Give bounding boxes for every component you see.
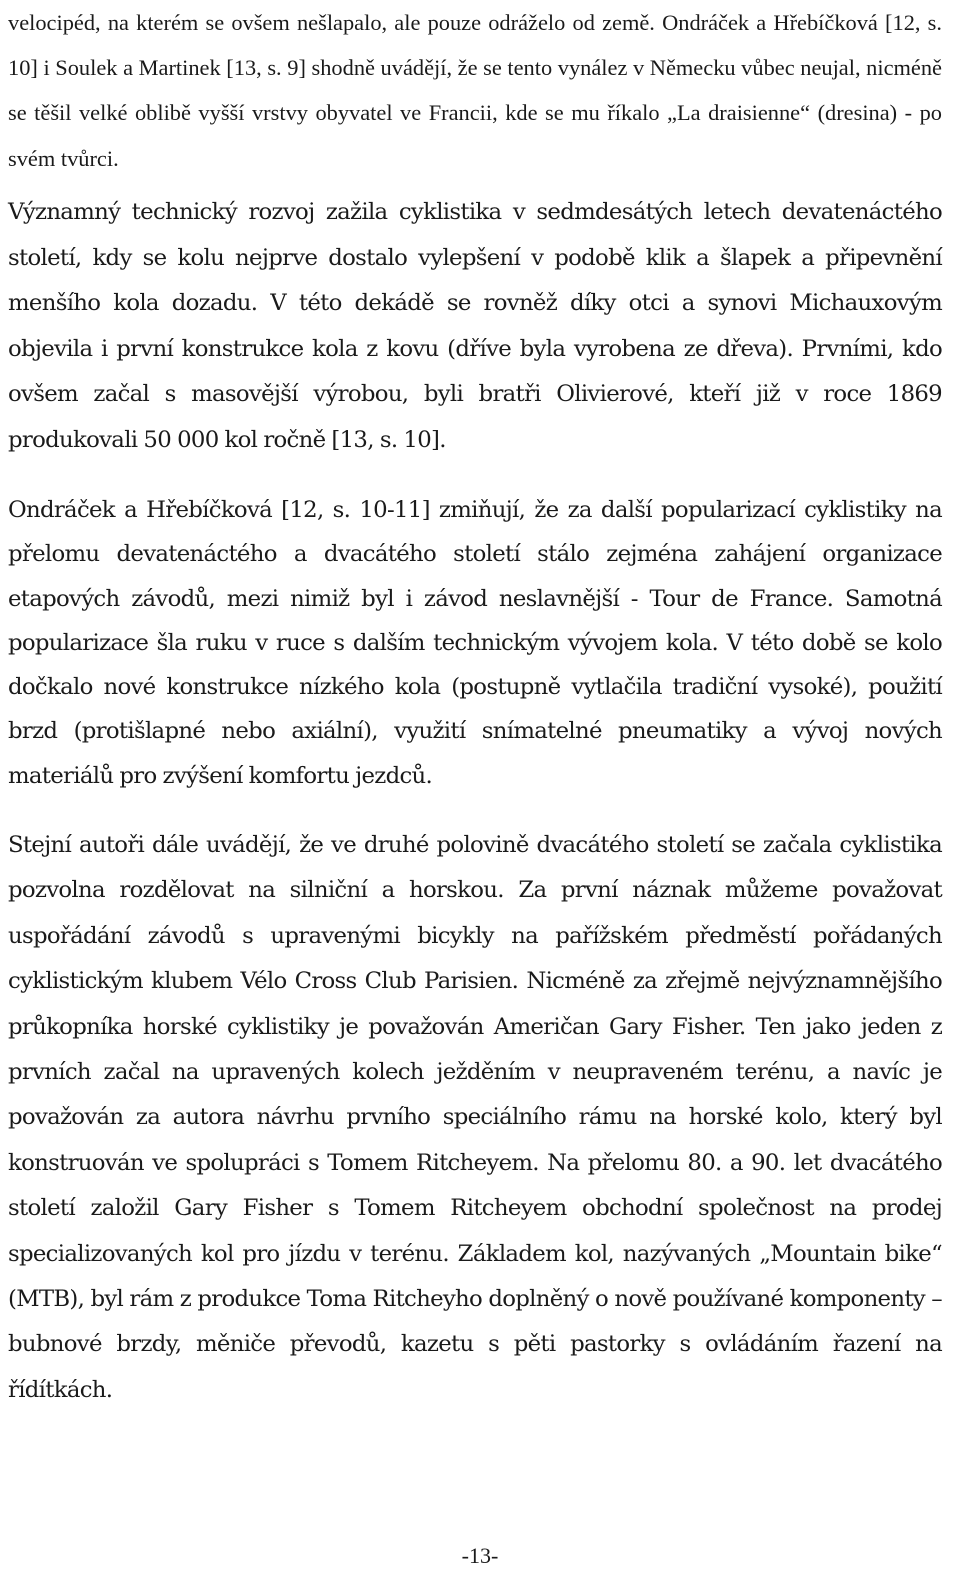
paragraph-mountain-bike: Stejní autoři dále uvádějí, že ve druhé polovině dvacátého století se začala cyklistika pozvolna rozdělovat na silniční a horskou. Za první náznak můžeme považovat uspořádání závodů s upravenými bicykly na pařížském předměstí pořádaných cyklistickým klubem Vélo Cross Club Parisien. Nicméně za zřejmě nejvýznamnějšího průkopníka horské cyklistiky je považován Američan Gary Fisher. Ten jako jeden z prvních začal na upravených kolech ježděním v neupraveném terénu, a navíc je považován za autora návrhu prvního speciálního rámu na horské kolo, který byl konstruován ve spolupráci s Tomem Ritcheyem. Na přelomu 80. a 90. let dvacátého století založil Gary Fisher s Tomem Ritcheyem obchodní společnost na prodej specializovaných kol pro jízdu v terénu. Základem kol, nazývaných „Mountain bike“ (MTB), byl rám z produkce Toma Ritcheyho doplněný o nově používané komponenty – bubnové brzdy, měniče převodů, kazetu s pěti pastorky s ovládáním řazení na řídítkách. [8, 832, 942, 1403]
paragraph-popularization: Ondráček a Hřebíčková [12, s. 10-11] zmiňují, že za další popularizací cyklistiky na přelomu devatenáctého a dvacátého století stálo zejména zahájení organizace etapových závodů, mezi nimiž byl i závod neslavnější - Tour de France. Samotná popularizace šla ruku v ruce s dalším technickým vývojem kola. V této době se kolo dočkalo nové konstrukce nízkého kola (postupně vytlačila tradiční vysoké), použití brzd (protišlapné nebo axiální), využití snímatelné pneumatiky a vývoj nových materiálů pro zvýšení komfortu jezdců. [8, 497, 942, 789]
paragraph-technical-development: Významný technický rozvoj zažila cyklistika v sedmdesátých letech devatenáctého století, kdy se kolu nejprve dostalo vylepšení v podobě klik a šlapek a připevnění menšího kola dozadu. V této dekádě se rovněž díky otci a synovi Michauxovým objevila i první konstrukce kola z kovu (dříve byla vyrobena ze dřeva). Prvními, kdo ovšem začal s masovější výrobou, byli bratři Olivierové, kteří již v roce 1869 produkovali 50 000 kol ročně [13, s. 10]. [8, 199, 942, 453]
paragraph-draisienne: velocipéd, na kterém se ovšem nešlapalo, ale pouze odráželo od země. Ondráček a Hřebíčková [12, s. 10] i Soulek a Martinek [13, s. 9] shodně uvádějí, že se tento vynález v Německu vůbec neujal, nicméně se těšil velké oblibě vyšší vrstvy obyvatel ve Francii, kde se mu říkalo „La draisienne“ (dresina) - po svém tvůrci. [8, 10, 942, 171]
page-number: -13- [461, 1543, 499, 1568]
